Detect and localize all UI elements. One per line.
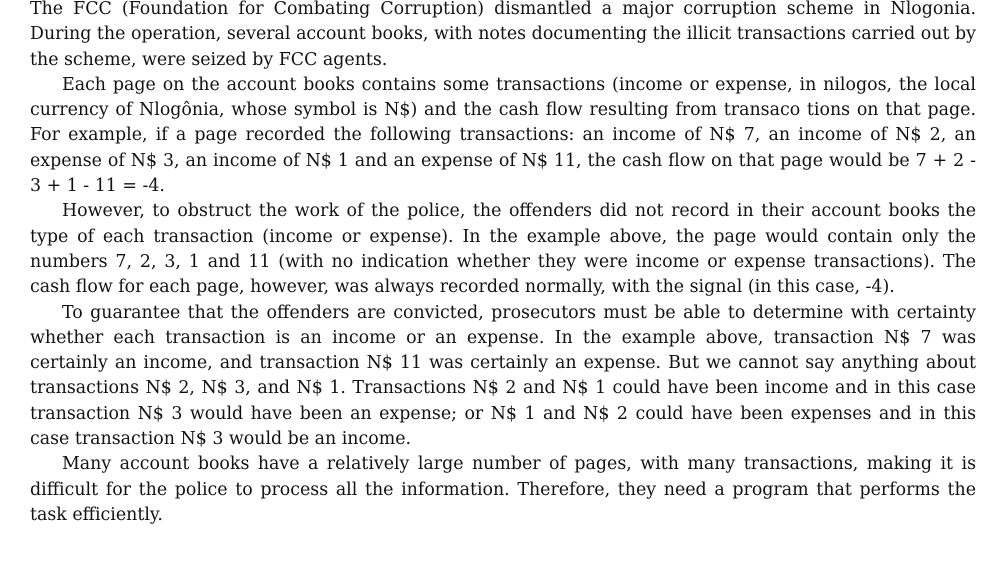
- paragraph-obstruction: However, to obstruct the work of the police, the offenders did not record in their account books the type of each transaction (income or expense). In the example above, the page would contain only the numbers 7, 2, 3, 1 and 11 (with no indication whether they were income or expense transactions). The cash flow for each page, however, was always recorded normally, with the signal (in this case, -4).: [30, 201, 976, 298]
- problem-statement: [30, 0, 976, 528]
- paragraph-account-pages: Each page on the account books contains some transactions (income or expense, in nilogos, the local currency of Nlogônia, whose symbol is N$) and the cash flow resulting from transaco tions on that page. For example, if a page recorded the following transactions: an income of N$ 7, an income of N$ 2, an expense of N$ 3, an income of N$ 1 and an expense of N$ 11, the cash flow on that page would be 7 + 2 - 3 + 1 - 11 = -4.: [30, 74, 976, 197]
- paragraph-prosecutors: To guarantee that the offenders are convicted, prosecutors must be able to determine with certainty whether each transaction is an income or an expense. In the example above, transaction N$ 7 was certainly an income, and transaction N$ 11 was certainly an expense. But we cannot say anything about transactions N$ 2, N$ 3, and N$ 1. Transactions N$ 2 and N$ 1 could have been income and in this case transaction N$ 3 would have been an expense; or N$ 1 and N$ 2 could have been expenses and in this case transaction N$ 3 would be an income.: [30, 302, 976, 450]
- paragraph-intro: The FCC (Foundation for Combating Corruption) dismantled a major corruption scheme in Nlogonia. During the operation, several account books, with notes documenting the illicit transactions carried out by the scheme, were seized by FCC agents.: [30, 0, 976, 70]
- paragraph-program-need: Many account books have a relatively large number of pages, with many transactions, making it is difficult for the police to process all the information. Therefore, they need a program that performs the task efficiently.: [30, 454, 976, 525]
